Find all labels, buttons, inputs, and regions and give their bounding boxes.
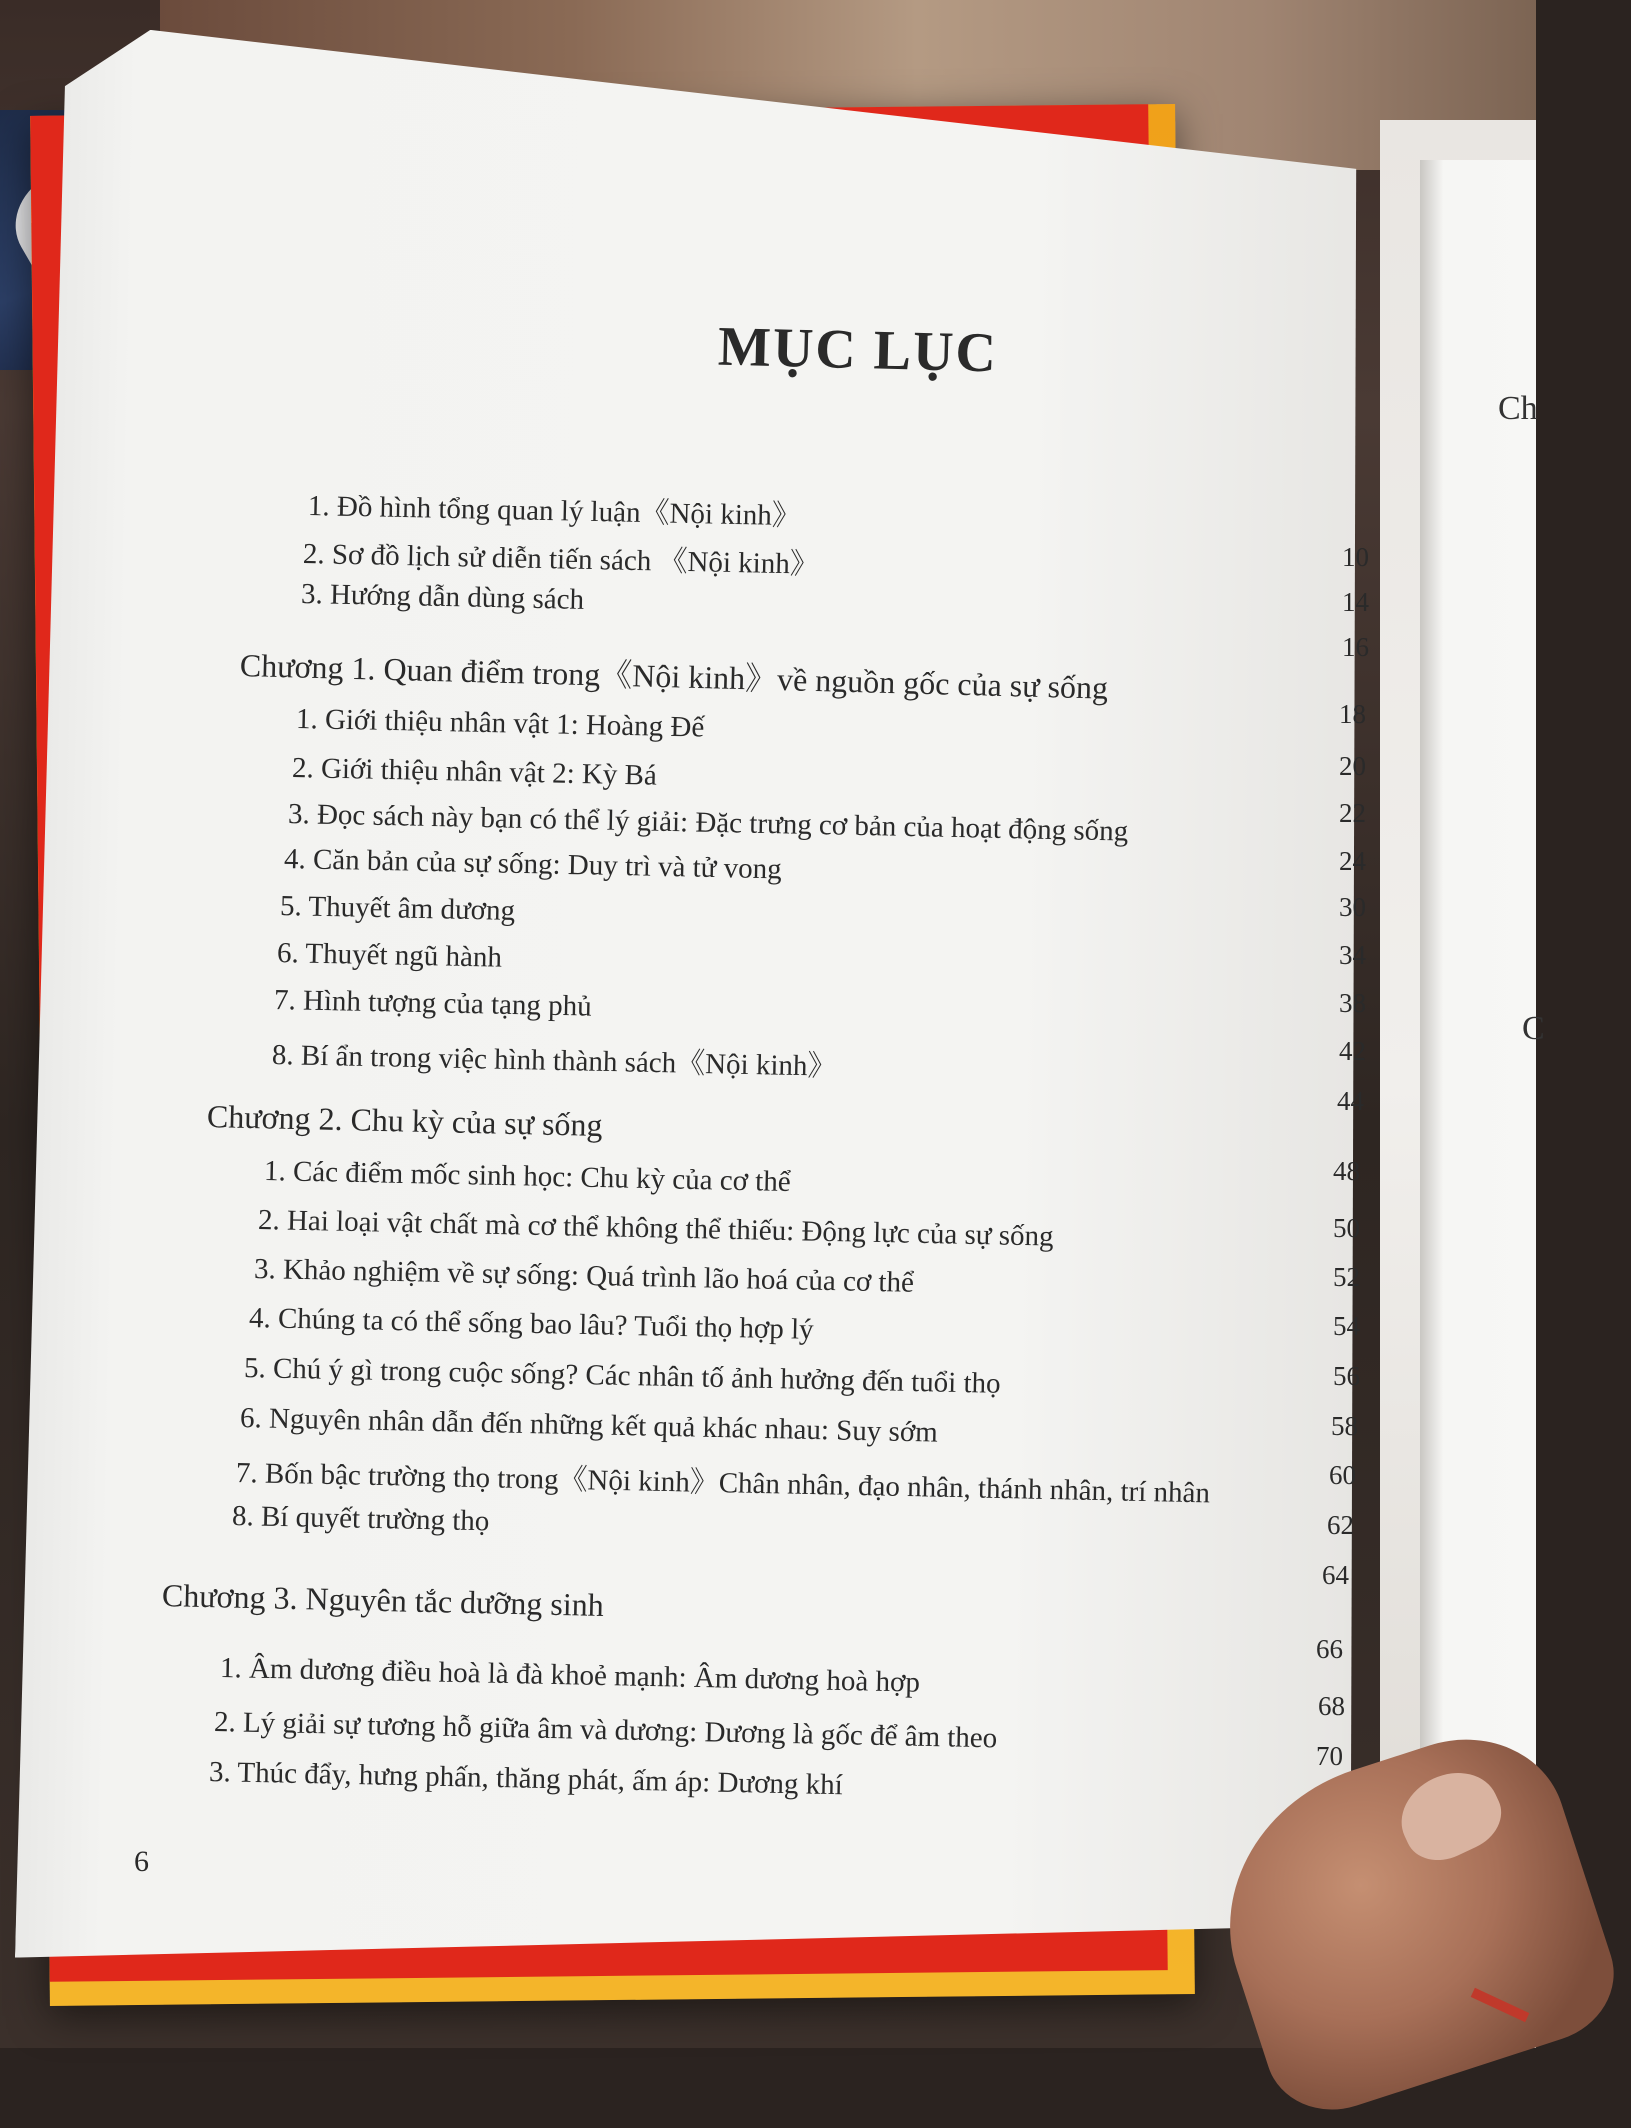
page-number: 66 xyxy=(1316,1634,1343,1664)
page-number: 68 xyxy=(1318,1691,1345,1721)
page-number: 18 xyxy=(1339,699,1366,729)
toc-entry: 3. Thúc đẩy, hưng phấn, thăng phát, ấm áp: Dương khí xyxy=(208,1756,844,1802)
page-number: 44 xyxy=(1337,1086,1364,1116)
page-title: MỤC LỤC xyxy=(717,315,999,385)
right-page-fragment-mid: C xyxy=(1522,1010,1545,1047)
toc-entry: 3. Khảo nghiệm về sự sống: Quá trình lão hoá của cơ thể xyxy=(253,1253,915,1299)
toc-entry: 7. Hình tượng của tạng phủ xyxy=(273,984,593,1023)
page-number: 50 xyxy=(1333,1213,1360,1243)
toc-chapter: Chương 1. Quan điểm trong《Nội kinh》về nguồn gốc của sự sống xyxy=(239,647,1109,706)
page-number: 54 xyxy=(1333,1311,1360,1341)
toc-entry: 5. Chú ý gì trong cuộc sống? Các nhân tố ảnh hưởng đến tuổi thọ xyxy=(243,1352,1001,1400)
page-number: 64 xyxy=(1322,1560,1349,1590)
page-number: 24 xyxy=(1339,846,1366,876)
right-page-fragment-top: Ch xyxy=(1498,390,1538,427)
toc-entry: 8. Bí ẩn trong việc hình thành sách《Nội kinh》 xyxy=(271,1039,837,1083)
page-number: 58 xyxy=(1331,1411,1358,1441)
toc-entry: 7. Bốn bậc trường thọ trong《Nội kinh》Chân nhân, đạo nhân, thánh nhân, trí nhân xyxy=(235,1457,1211,1510)
toc-entry: 1. Âm dương điều hoà là đà khoẻ mạnh: Âm dương hoà hợp xyxy=(219,1652,921,1699)
toc-entry: 1. Giới thiệu nhân vật 1: Hoàng Đế xyxy=(295,703,705,744)
toc-entry: 2. Giới thiệu nhân vật 2: Kỳ Bá xyxy=(291,752,658,792)
page-number: 10 xyxy=(1342,542,1369,572)
toc-chapter: Chương 3. Nguyên tắc dưỡng sinh xyxy=(161,1577,605,1624)
page-number: 52 xyxy=(1333,1262,1360,1292)
page-number: 20 xyxy=(1339,751,1366,781)
page-number: 34 xyxy=(1339,940,1366,970)
page-number: 48 xyxy=(1333,1156,1360,1186)
page-number: 14 xyxy=(1342,587,1369,617)
folio: 6 xyxy=(134,1845,149,1878)
toc-entry: 1. Đồ hình tổng quan lý luận《Nội kinh》 xyxy=(307,490,802,533)
toc-entry: 6. Nguyên nhân dẫn đến những kết quả khác nhau: Suy sớm xyxy=(239,1402,939,1449)
toc-entry: 2. Lý giải sự tương hỗ giữa âm và dương: Dương là gốc để âm theo xyxy=(213,1706,998,1755)
toc-entry: 4. Chúng ta có thể sống bao lâu? Tuổi thọ hợp lý xyxy=(248,1302,814,1346)
toc-chapter: Chương 2. Chu kỳ của sự sống xyxy=(206,1098,603,1143)
page-number: 56 xyxy=(1333,1361,1360,1391)
page-number: 62 xyxy=(1327,1510,1354,1540)
toc-entry: 3. Hướng dẫn dùng sách xyxy=(300,578,585,616)
toc-entry: 2. Sơ đồ lịch sử diễn tiến sách 《Nội kinh》 xyxy=(302,538,820,581)
toc-entry: 8. Bí quyết trường thọ xyxy=(231,1500,490,1538)
toc-entry: 1. Các điểm mốc sinh học: Chu kỳ của cơ thể xyxy=(263,1155,791,1199)
page-number: 42 xyxy=(1339,1036,1366,1066)
page-number: 60 xyxy=(1329,1460,1356,1490)
toc-entry: 4. Căn bản của sự sống: Duy trì và tử vong xyxy=(283,843,783,886)
toc-entry: 5. Thuyết âm dương xyxy=(279,890,516,927)
page-number: 22 xyxy=(1339,798,1366,828)
page-number: 30 xyxy=(1339,892,1366,922)
toc-entry: 6. Thuyết ngũ hành xyxy=(276,937,503,974)
page-number: 70 xyxy=(1316,1741,1343,1771)
toc-entry: 2. Hai loại vật chất mà cơ thể không thể thiếu: Động lực của sự sống xyxy=(257,1204,1054,1253)
page-number: 38 xyxy=(1339,988,1366,1018)
page-number: 16 xyxy=(1342,632,1369,662)
toc-entry: 3. Đọc sách này bạn có thể lý giải: Đặc trưng cơ bản của hoạt động sống xyxy=(287,798,1129,848)
